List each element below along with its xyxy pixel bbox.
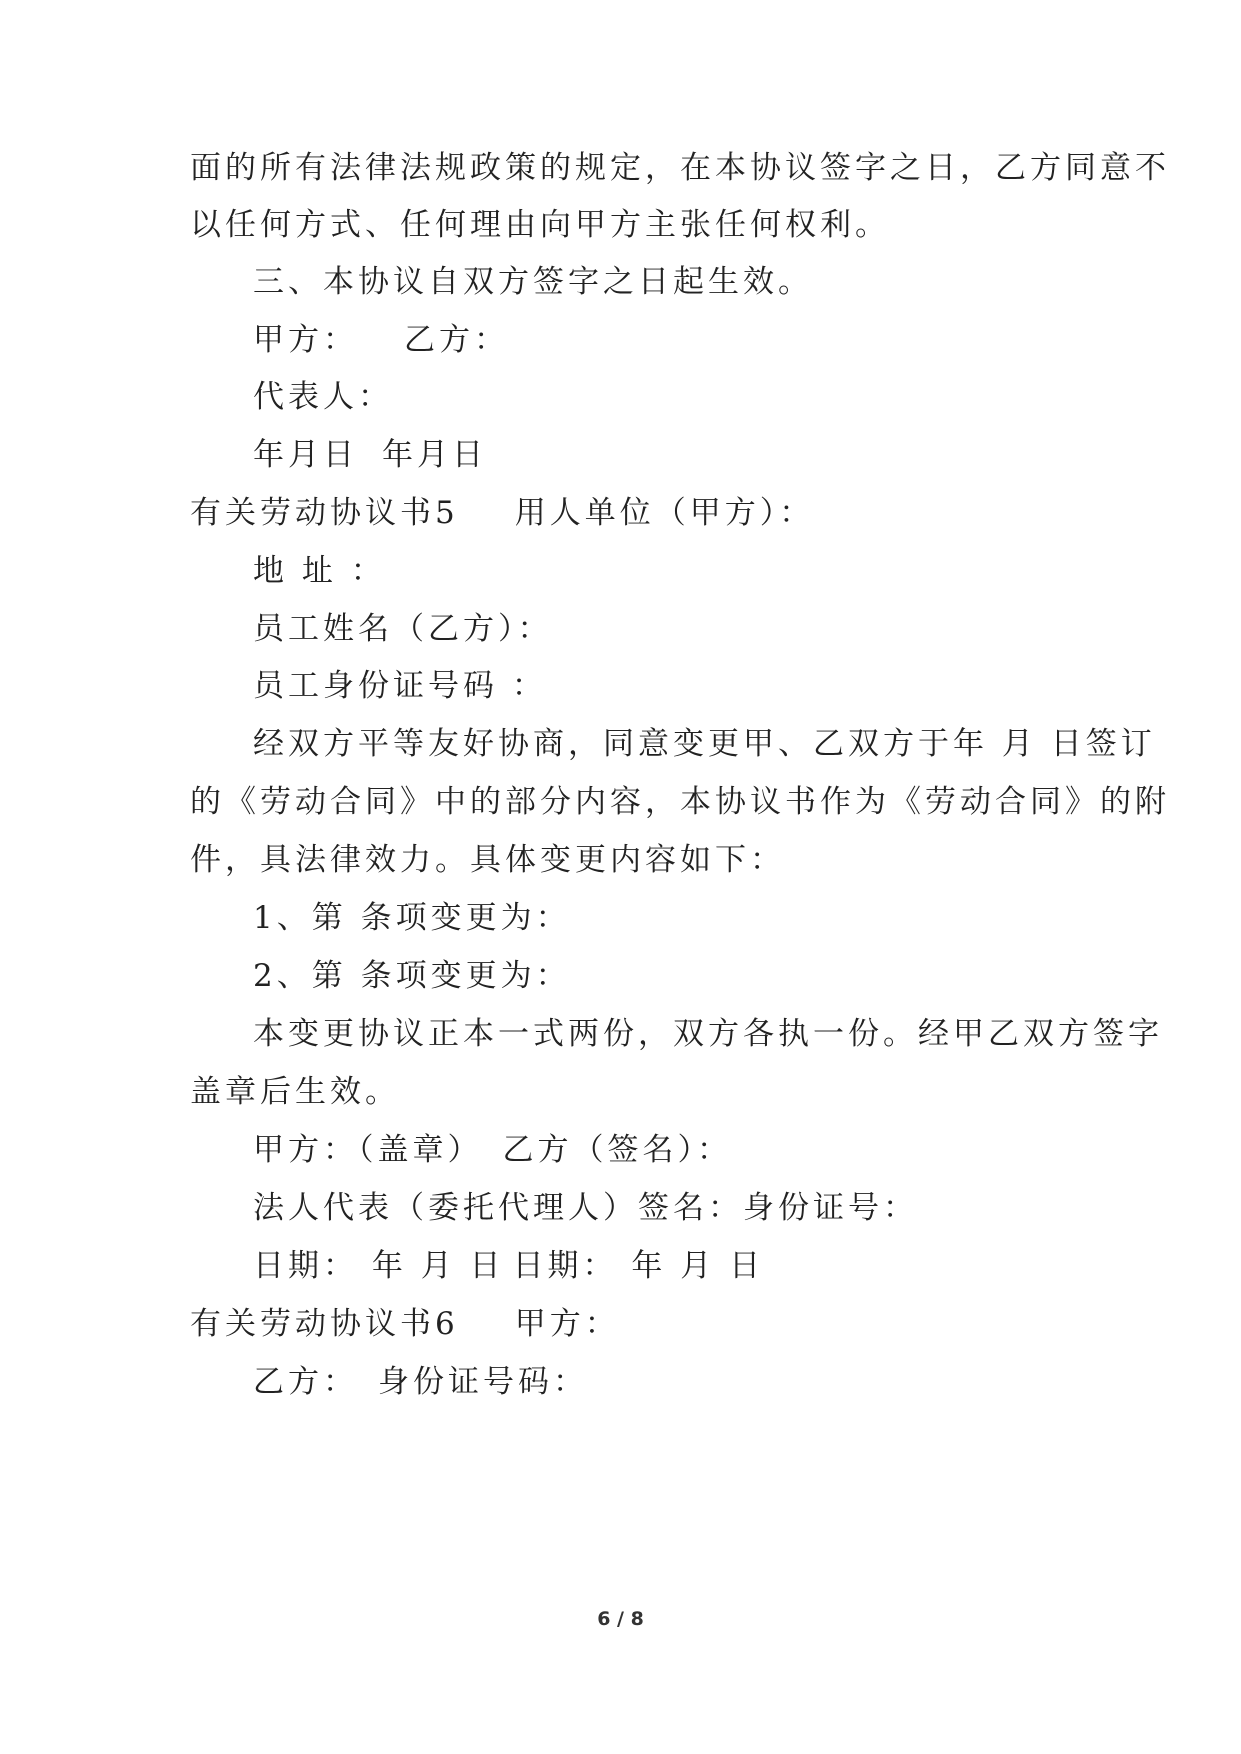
- representative-label: 代表人：: [253, 379, 393, 415]
- change-item-1: 1、第 条项变更为：: [253, 900, 571, 936]
- date-a: 日期： 年 月 日: [253, 1248, 505, 1284]
- clause-three: 三、本协议自双方签字之日起生效。: [253, 264, 813, 300]
- section-heading-5: 有关劳动协议书5: [190, 495, 459, 531]
- body-text-line: 以任何方式、任何理由向甲方主张任何权利。: [190, 207, 890, 243]
- party-b-sign-label: 乙方（签名）：: [502, 1132, 732, 1168]
- section-heading-row: [190, 1304, 1070, 1344]
- date-row: [253, 435, 1133, 475]
- party-a-label: 甲方：: [253, 322, 358, 358]
- employee-name-label: 员工姓名（乙方）：: [253, 611, 553, 647]
- employer-label: 用人单位（甲方）：: [514, 495, 815, 531]
- body-text-line: 本变更协议正本一式两份，双方各执一份。经甲乙双方签字: [253, 1016, 1163, 1052]
- employee-id-label: 员工身份证号码 ：: [253, 668, 547, 704]
- party-a-stamp-label: 甲方：（盖章）: [253, 1132, 483, 1168]
- date-b: 日期： 年 月 日: [512, 1248, 765, 1284]
- body-text-line: 的《劳动合同》中的部分内容，本协议书作为《劳动合同》的附: [190, 784, 1170, 820]
- address-label: 地 址 ：: [253, 553, 386, 589]
- party-b-label: 乙方：: [404, 322, 509, 358]
- signature-row: [253, 320, 1133, 360]
- date-b: 年月日: [382, 437, 487, 473]
- body-text-line: 面的所有法律法规政策的规定，在本协议签字之日，乙方同意不: [190, 150, 1170, 186]
- change-item-2: 2、第 条项变更为：: [253, 958, 571, 994]
- legal-rep-label: 法人代表（委托代理人）签名：身份证号：: [253, 1190, 918, 1226]
- id-number-label: 身份证号码：: [378, 1364, 588, 1400]
- party-b-row: [253, 1362, 1133, 1402]
- page-number: 6 / 8: [597, 1608, 644, 1630]
- stamp-row: [253, 1130, 1133, 1170]
- body-text-line: 件，具法律效力。具体变更内容如下：: [190, 842, 785, 878]
- body-text-line: 经双方平等友好协商，同意变更甲、乙双方于年 月 日签订: [253, 726, 1156, 762]
- body-text-line: 盖章后生效。: [190, 1074, 400, 1110]
- date-row: [253, 1246, 1133, 1286]
- party-b-label: 乙方：: [253, 1364, 358, 1400]
- section-heading-6: 有关劳动协议书6: [190, 1306, 459, 1342]
- date-a: 年月日: [253, 437, 358, 473]
- section-heading-row: [190, 493, 1070, 533]
- party-a-label: 甲方：: [514, 1306, 620, 1342]
